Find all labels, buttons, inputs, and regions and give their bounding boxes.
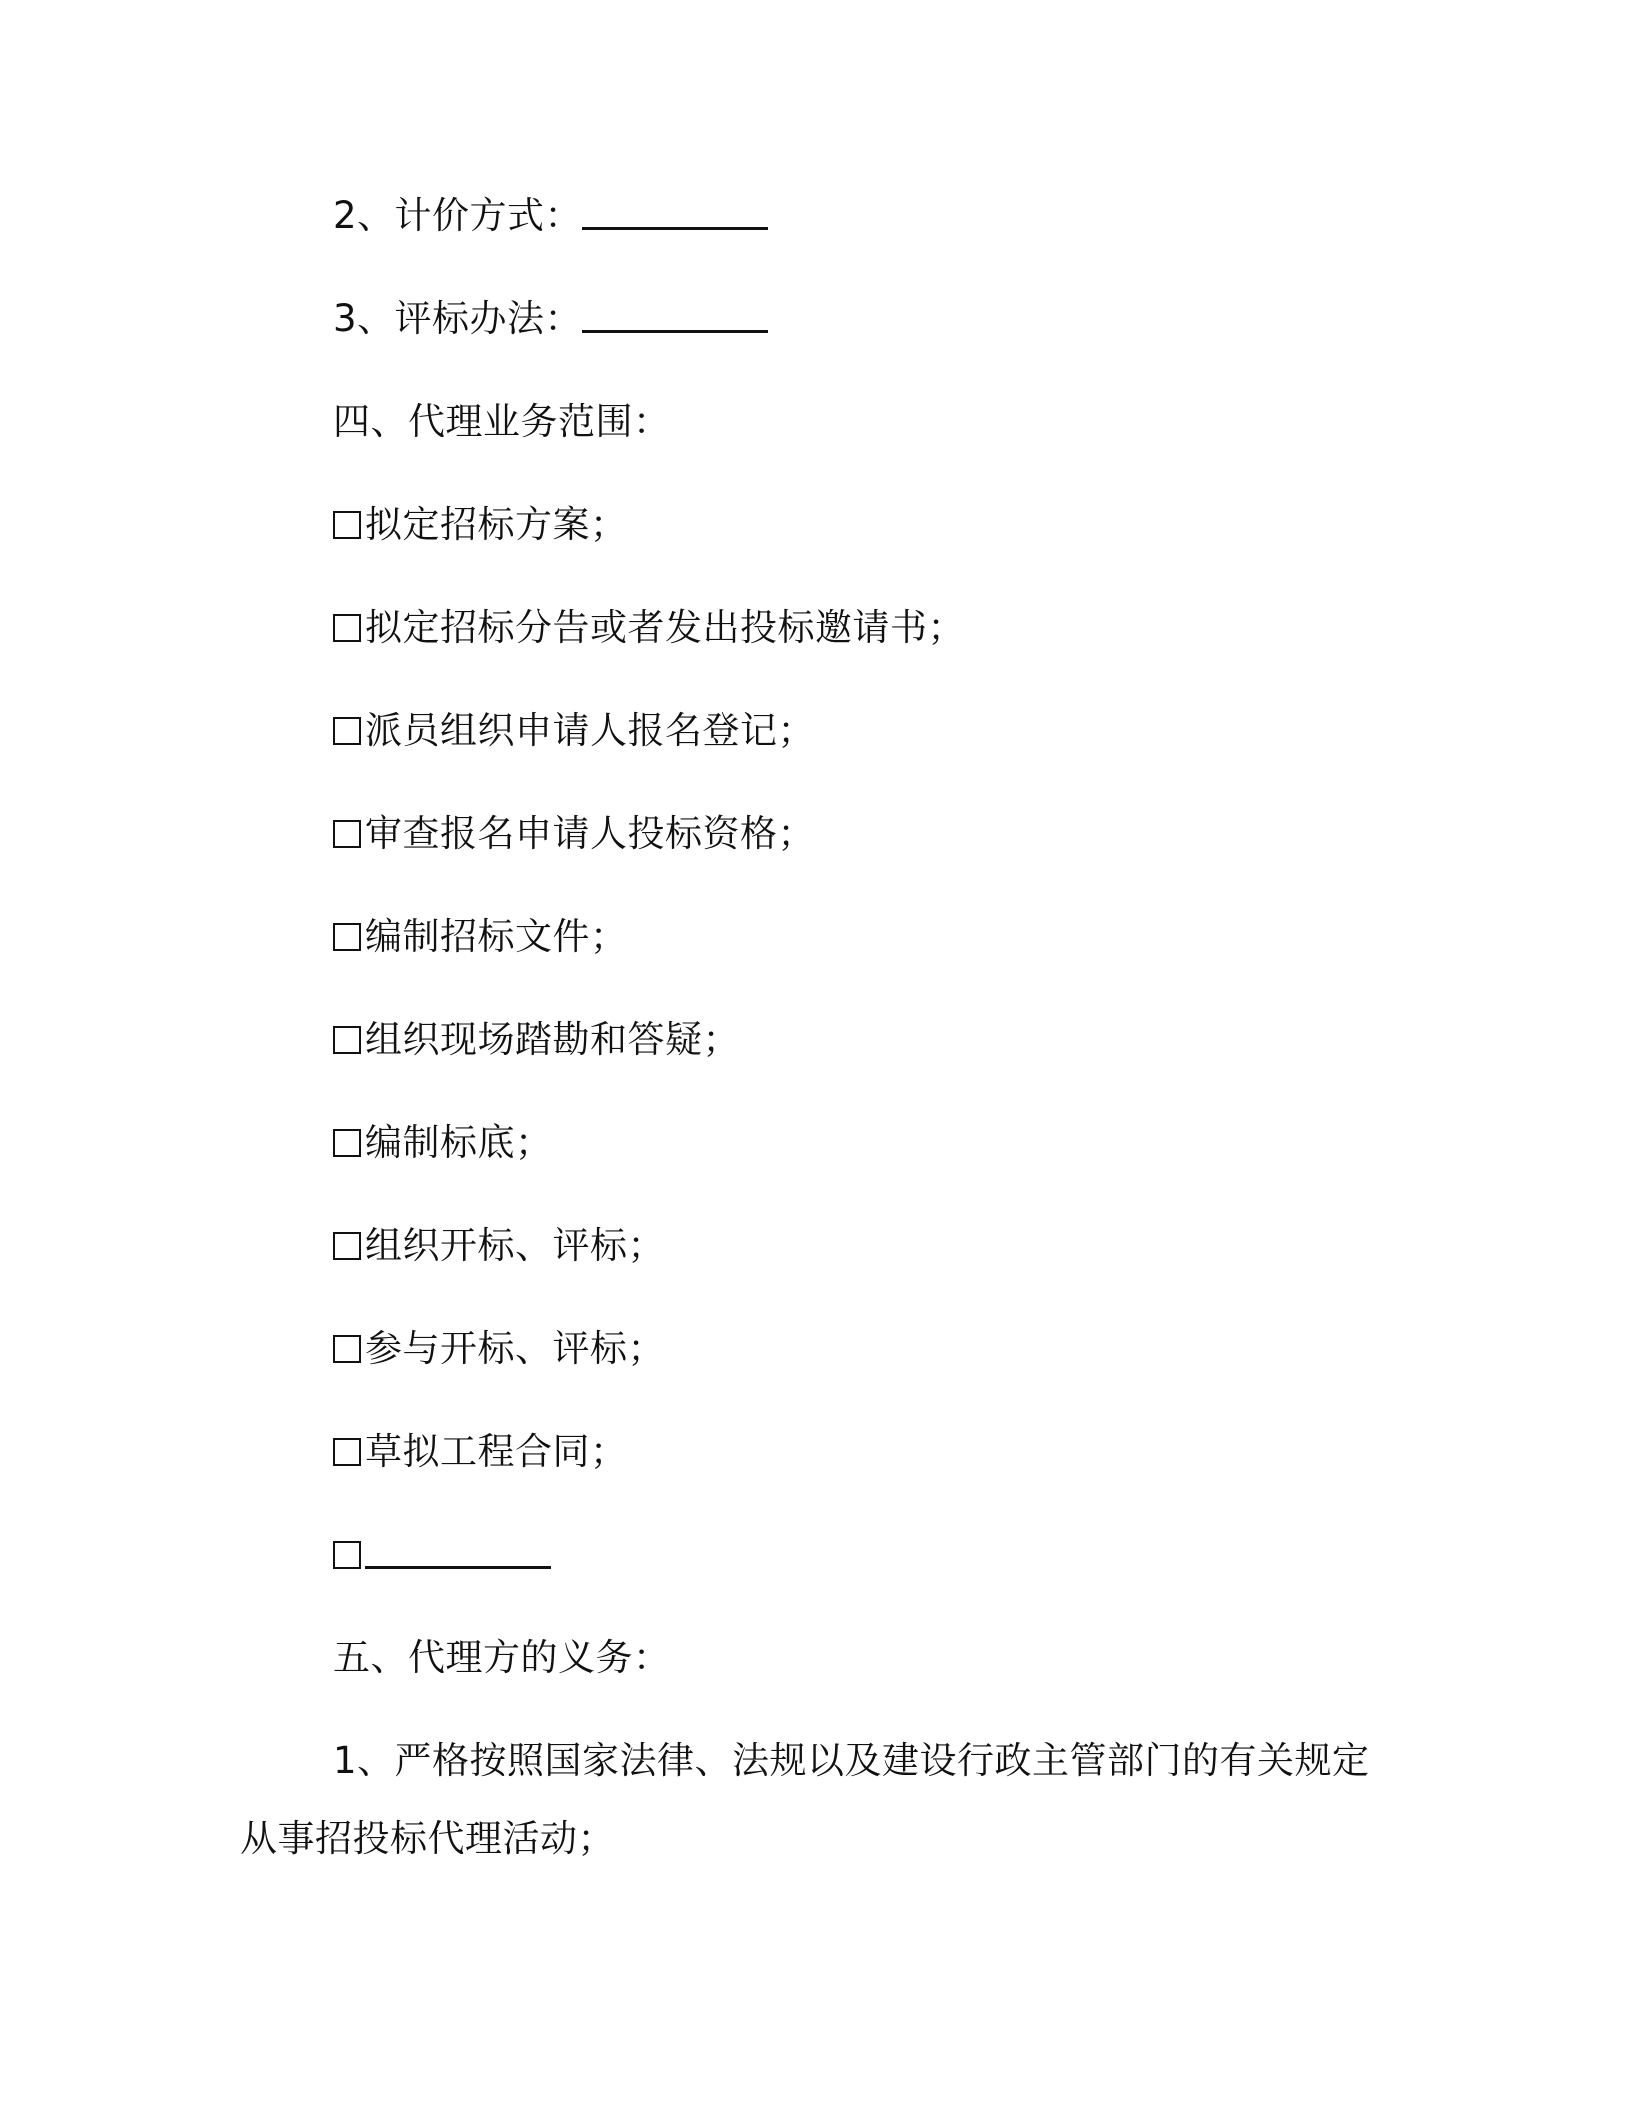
- scope-item-10: [333, 1424, 628, 1480]
- scope-item-6-label: 组织现场踏勘和答疑；: [365, 1018, 740, 1061]
- pricing-method-line: [333, 188, 768, 244]
- pricing-method-blank[interactable]: [582, 191, 768, 230]
- checkbox-icon[interactable]: [333, 614, 361, 642]
- obligation-1-line-2: 从事招投标代理活动；: [240, 1817, 615, 1860]
- checkbox-icon[interactable]: [333, 717, 361, 745]
- scope-item-5-label: 编制招标文件；: [365, 915, 628, 958]
- evaluation-method-line: [333, 291, 768, 347]
- scope-item-3-label: 派员组织申请人报名登记；: [365, 709, 815, 752]
- obligation-1-line-1: 1、严格按照国家法律、法规以及建设行政主管部门的有关规定: [333, 1739, 1370, 1782]
- scope-item-other-blank[interactable]: [365, 1530, 551, 1569]
- evaluation-method-blank[interactable]: [582, 294, 768, 333]
- checkbox-icon[interactable]: [333, 1541, 361, 1569]
- scope-item-7: [333, 1115, 553, 1171]
- scope-item-8: [333, 1218, 665, 1274]
- scope-item-9-label: 参与开标、评标；: [365, 1327, 665, 1370]
- pricing-method-label: 2、计价方式：: [333, 194, 583, 237]
- checkbox-icon[interactable]: [333, 511, 361, 539]
- section-five-heading: 五、代理方的义务：: [333, 1636, 671, 1679]
- scope-item-2: [333, 600, 965, 656]
- scope-item-6: [333, 1012, 740, 1068]
- scope-item-other: [333, 1527, 551, 1583]
- checkbox-icon[interactable]: [333, 1335, 361, 1363]
- scope-item-2-label: 拟定招标分告或者发出投标邀请书；: [365, 606, 965, 649]
- checkbox-icon[interactable]: [333, 1026, 361, 1054]
- checkbox-icon[interactable]: [333, 1129, 361, 1157]
- scope-item-3: [333, 703, 815, 759]
- scope-item-9: [333, 1321, 665, 1377]
- scope-item-1: [333, 497, 628, 553]
- scope-item-7-label: 编制标底；: [365, 1121, 553, 1164]
- scope-item-5: [333, 909, 628, 965]
- scope-item-1-label: 拟定招标方案；: [365, 503, 628, 546]
- checkbox-icon[interactable]: [333, 923, 361, 951]
- scope-item-8-label: 组织开标、评标；: [365, 1224, 665, 1267]
- scope-item-4: [333, 806, 815, 862]
- section-four-heading: 四、代理业务范围：: [333, 400, 671, 443]
- checkbox-icon[interactable]: [333, 820, 361, 848]
- checkbox-icon[interactable]: [333, 1232, 361, 1260]
- evaluation-method-label: 3、评标办法：: [333, 297, 583, 340]
- checkbox-icon[interactable]: [333, 1438, 361, 1466]
- scope-item-10-label: 草拟工程合同；: [365, 1430, 628, 1473]
- scope-item-4-label: 审查报名申请人投标资格；: [365, 812, 815, 855]
